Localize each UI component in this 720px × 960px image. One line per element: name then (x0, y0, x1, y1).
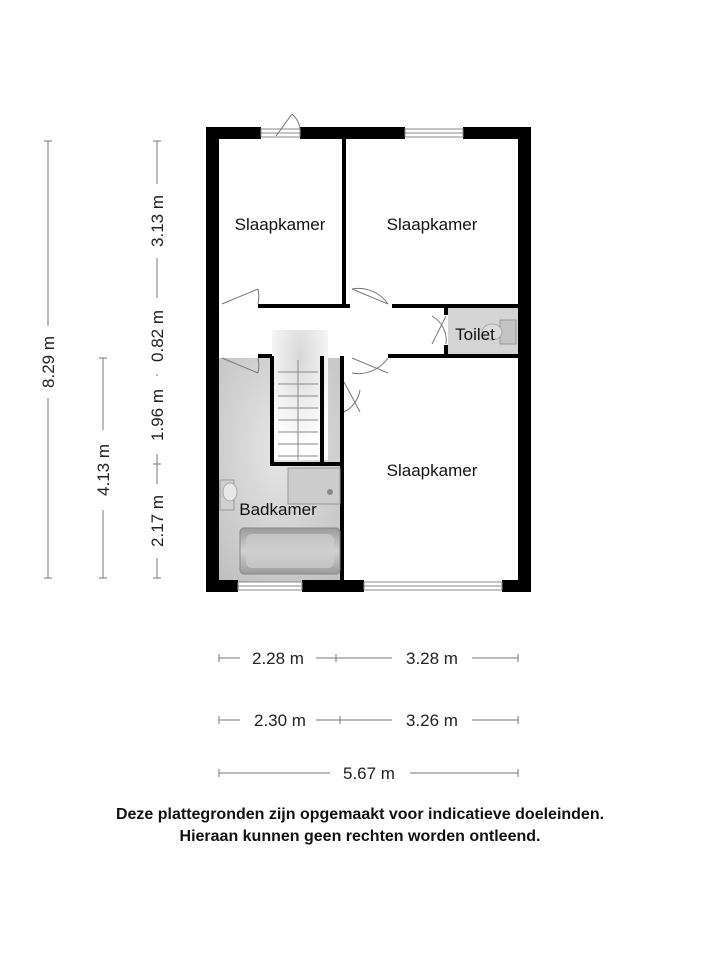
dim-row-2-right-label: 3.26 m (406, 711, 458, 730)
wall-left (206, 127, 219, 592)
dim-seg-bath-label: 2.17 m (148, 495, 167, 547)
dim-row-2-left-label: 2.30 m (254, 711, 306, 730)
wall-bottom-middle (302, 580, 364, 592)
hallway-floor (216, 308, 448, 356)
room-label-bathroom: Badkamer (239, 500, 317, 519)
room-label-bedroom-top-left: Slaapkamer (234, 215, 326, 234)
dim-total-width-label: 5.67 m (343, 764, 395, 783)
window-bottom-left (238, 582, 302, 590)
wall-right (518, 127, 531, 592)
dim-row-1-left-label: 2.28 m (252, 649, 304, 668)
dim-row-1 (219, 646, 518, 670)
sink (220, 480, 237, 510)
window-top-right (405, 129, 463, 137)
dim-row-2 (219, 708, 518, 732)
disclaimer-line-1: Deze plattegronden zijn opgemaakt voor indicatieve doeleinden. (115, 806, 605, 823)
shower (288, 468, 340, 504)
wall-bottom-left (206, 580, 238, 592)
room-label-bedroom-top-right: Slaapkamer (386, 215, 478, 234)
wall-top-middle (300, 127, 405, 139)
dim-total-height-label: 8.29 m (39, 336, 58, 388)
wall-bottom-right (502, 580, 531, 592)
room-label-toilet: Toilet (455, 325, 495, 344)
dim-lower-height-label: 4.13 m (94, 444, 113, 496)
dim-seg-hall-label: 0.82 m (148, 310, 167, 362)
dim-total-height (38, 141, 58, 578)
window-bottom-right (364, 582, 502, 590)
dim-lower-height (93, 358, 113, 578)
room-label-bedroom-bottom-right: Slaapkamer (386, 461, 478, 480)
disclaimer-line-2: Hieraan kunnen geen rechten worden ontleend. (179, 828, 541, 845)
dim-total-width (219, 761, 518, 785)
dim-seg-top-label: 3.13 m (148, 195, 167, 247)
disclaimer (0, 804, 720, 848)
dim-seg-stair-label: 1.96 m (148, 389, 167, 441)
dim-row-1-right-label: 3.28 m (406, 649, 458, 668)
stairwell-shadow (272, 330, 328, 460)
bathtub (240, 528, 340, 574)
dim-segments (147, 141, 167, 578)
